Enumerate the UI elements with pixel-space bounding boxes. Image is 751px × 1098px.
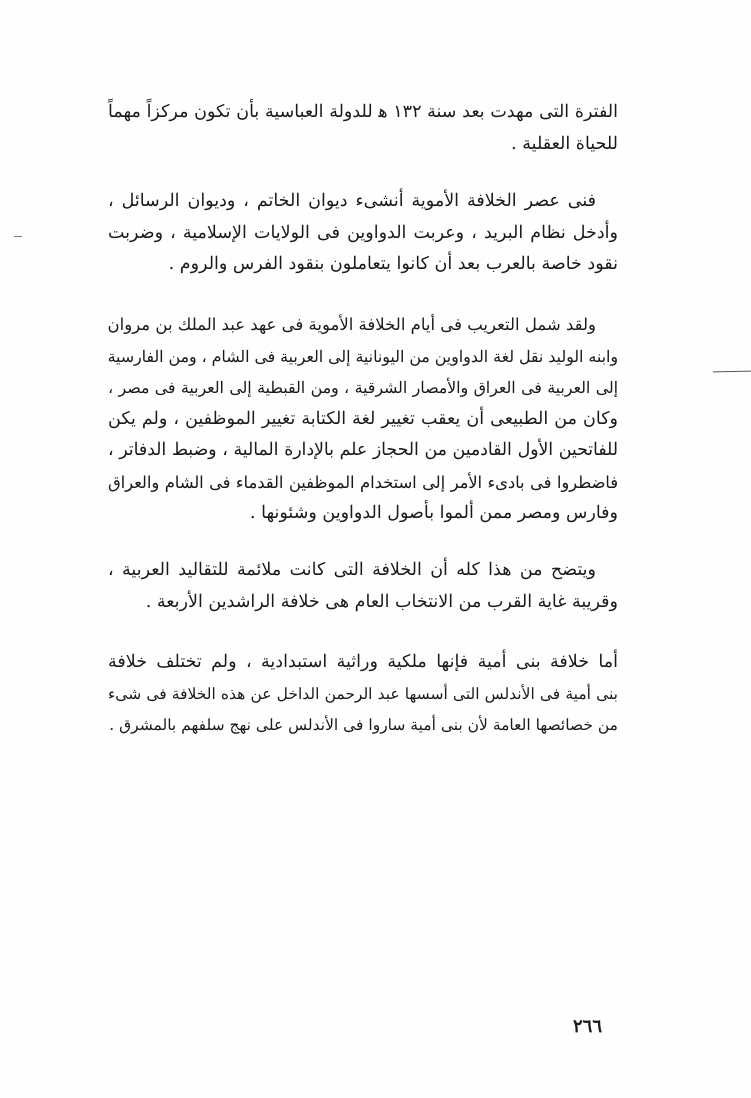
edge-mark [713,371,751,373]
margin-mark [14,236,22,237]
text-line: بنى أمية فى الأندلس التى أسسها عبد الرحمن الداخل عن هذه الخلافة فى شىء [108,684,618,703]
paragraph-4 [108,555,618,618]
text-line: من خصائصها العامة لأن بنى أمية ساروا فى الأندلس على نهج سلفهم بالمشرق . [109,716,618,734]
text-line: وكان من الطبيعى أن يعقب تغيير لغة الكتابة تغيير الموظفين ، ولم يكن [108,408,618,429]
paragraph-5 [108,647,618,742]
text-line: فنى عصر الخلافة الأموية أنشىء ديوان الخاتم ، وديوان الرسائل ، [108,191,596,211]
text-line: نقود خاصة بالعرب بعد أن كانوا يتعاملون بنقود الفرس والروم . [168,254,618,274]
text-line: إلى العربية فى العراق والأمصار الشرقية ، ومن القبطية إلى العربية فى مصر ، [108,378,618,397]
text-line: للفاتحين الأول القادمين من الحجاز علم بالإدارة المالية ، وضبط الدفاتر ، [108,440,618,460]
paragraph-1 [108,97,618,160]
text-line: وفارس ومصر ممن ألموا بأصول الدواوين وشئونها . [249,503,618,523]
text-line: الفترة التى مهدت بعد سنة ١٣٢ ﻫ للدولة العباسية بأن تكون مركزاً مهماً [108,102,618,122]
text-line: وابنه الوليد نقل لغة الدواوين من اليونانية إلى العربية فى الشام ، ومن الفارسية [108,346,618,366]
text-line: وقريبة غاية القرب من الانتخاب العام هى خلافة الراشدين الأربعة . [145,591,618,612]
paragraph-2 [108,186,618,281]
paragraph-3 [108,309,618,530]
text-line: وأدخل نظام البريد ، وعربت الدواوين فى الولايات الإسلامية ، وضربت [108,222,618,243]
text-line: فاضطروا فى بادىء الأمر إلى استخدام الموظفين القدماء فى الشام والعراق [108,472,618,492]
text-line: ويتضح من هذا كله أن الخلافة التى كانت ملائمة للتقاليد العربية ، [108,560,596,580]
page-number: ٢٦٦ [573,1016,603,1037]
text-line: أما خلافة بنى أمية فإنها ملكية وراثية استبدادية ، ولم تختلف خلافة [108,652,618,672]
text-line: ولقد شمل التعريب فى أيام الخلافة الأموية فى عهد عبد الملك بن مروان [108,315,596,334]
text-line: للحياة العقلية . [511,133,618,154]
